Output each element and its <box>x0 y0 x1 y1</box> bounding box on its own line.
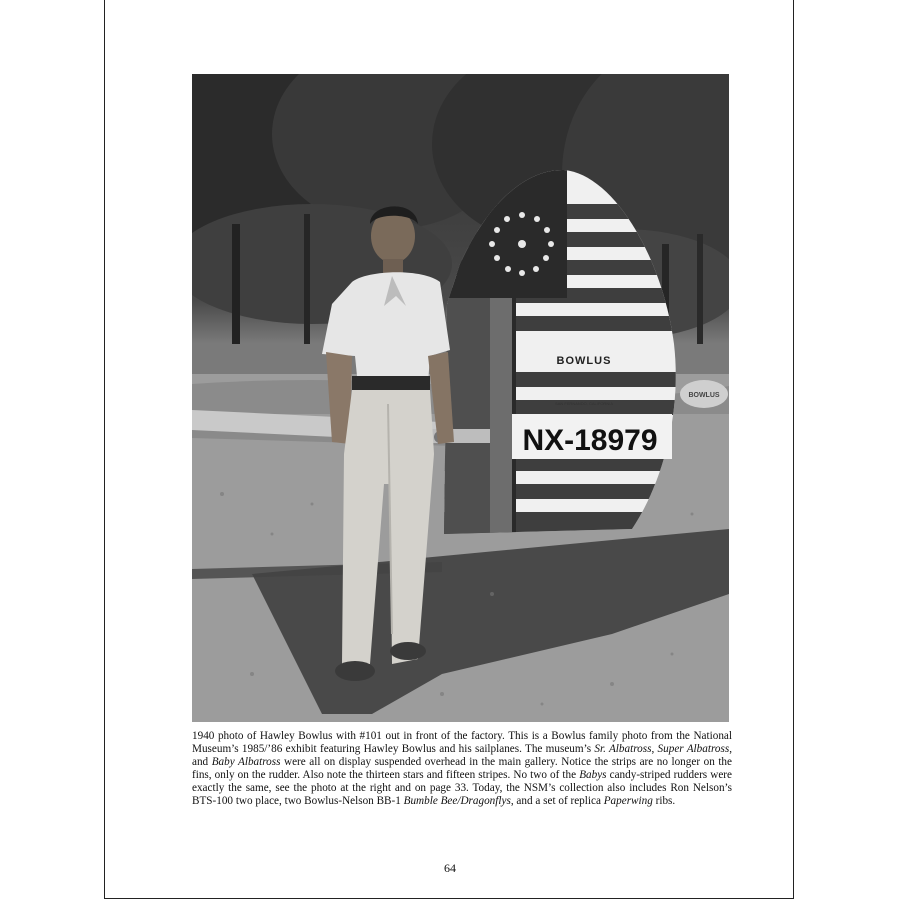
caption-title-paperwing: Paperwing <box>603 795 653 807</box>
caption-text: were all on display suspended overhead in the main gallery. Notice the strips are no longer on the fins, only on the rudder. Also note the thirteen stars and fifteen stripes. No two of the <box>192 756 732 781</box>
caption-title-bumble-bee: Bumble Bee/Dragonflys <box>403 795 511 807</box>
page-number: 64 <box>444 861 456 875</box>
caption-text: 1940 photo of Hawley Bowlus with #101 out in front of the factory. This is a Bowlus family photo from the National Museum’s 1985/’86 exhibit featuring Hawley Bowlus and his sailplanes. The museum’s <box>192 730 732 755</box>
document-page <box>104 0 794 899</box>
caption-title-sr-albatross: Sr. Albatross <box>594 743 652 755</box>
caption-text: , <box>651 743 658 755</box>
caption-title-super-albatross: Super Albatross <box>657 743 730 755</box>
caption-text: ribs. <box>652 795 676 807</box>
rudder-location-label: SAN FERNANDO, CALIFORNIA <box>554 401 614 406</box>
photo-caption <box>192 730 732 808</box>
caption-text: candy-striped rudders were exactly the same, see the photo at the right and on page 33. Today, the NSM’s collection also includes Ron Nelson’s BTS-100 two place, two Bowlus-Nelson BB-1 <box>192 769 732 807</box>
rudder-maker-label: BOWLUS <box>556 355 612 367</box>
caption-title-babys: Babys <box>579 769 607 781</box>
caption-text: , and a set of replica <box>510 795 604 807</box>
factory-sign-text: BOWLUS <box>688 392 720 399</box>
caption-text: , and <box>192 743 732 768</box>
photo-illustration <box>192 74 729 722</box>
photo-hawley-bowlus-with-glider <box>192 74 729 722</box>
registration-number: NX-18979 <box>522 424 658 457</box>
caption-title-baby-albatross: Baby Albatross <box>211 756 281 768</box>
